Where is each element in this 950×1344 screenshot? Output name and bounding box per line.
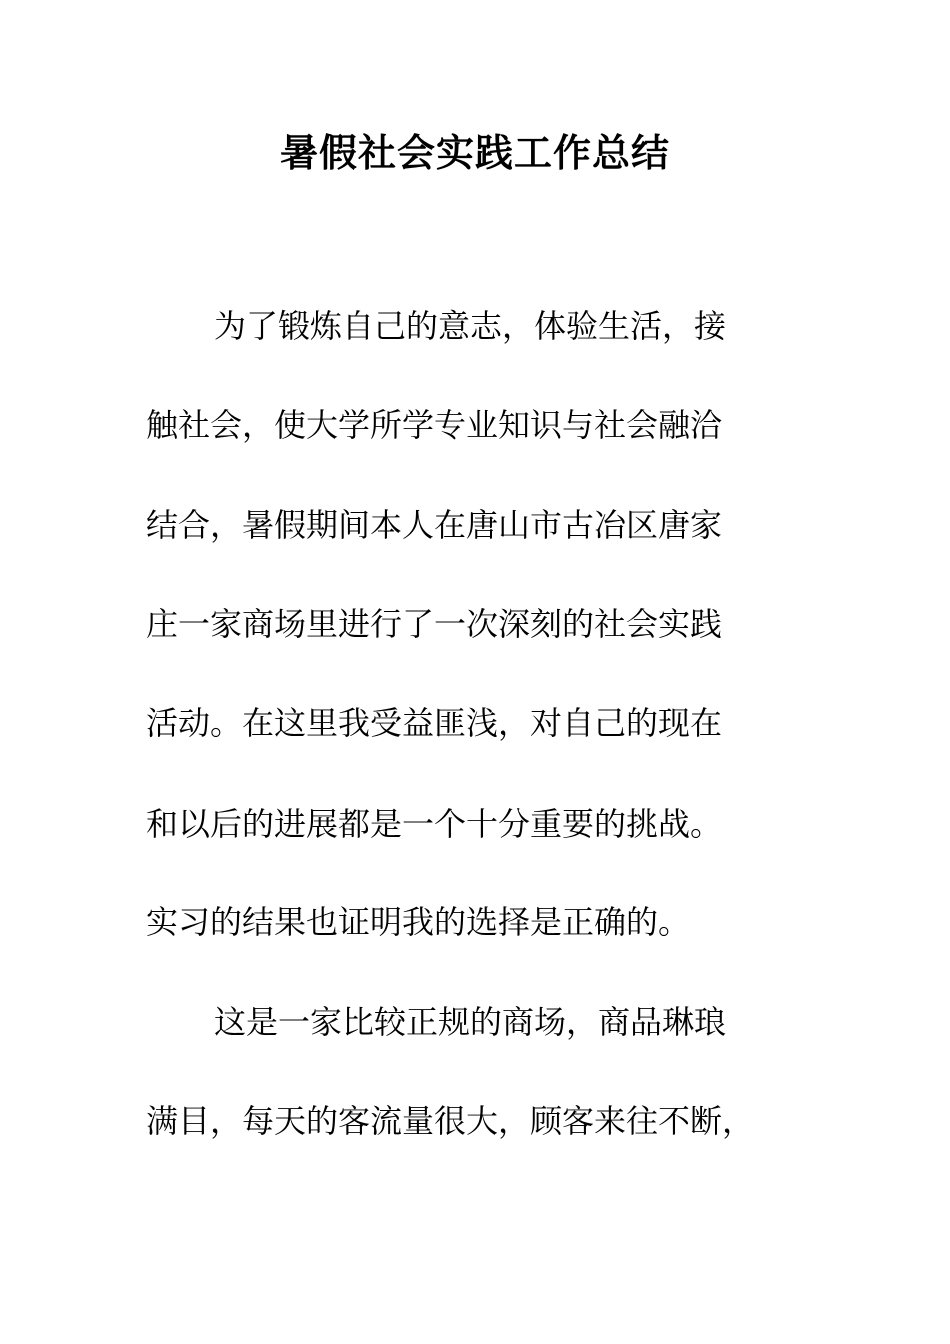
paragraph-line: 和以后的进展都是一个十分重要的挑战。 [146,805,723,843]
paragraph-line: 为了锻炼自己的意志，体验生活，接 [214,307,727,345]
paragraph-line: 庄一家商场里进行了一次深刻的社会实践 [146,605,723,643]
paragraph-line: 满目，每天的客流量很大，顾客来往不断， [146,1102,755,1140]
paragraph-line: 这是一家比较正规的商场，商品琳琅 [214,1003,727,1041]
document-title: 暑假社会实践工作总结 [279,130,670,175]
paragraph-line: 实习的结果也证明我的选择是正确的。 [146,903,691,941]
paragraph-line: 触社会，使大学所学专业知识与社会融洽 [146,406,723,444]
paragraph-line: 结合，暑假期间本人在唐山市古冶区唐家 [146,506,723,544]
paragraph-line: 活动。在这里我受益匪浅，对自己的现在 [146,704,723,742]
